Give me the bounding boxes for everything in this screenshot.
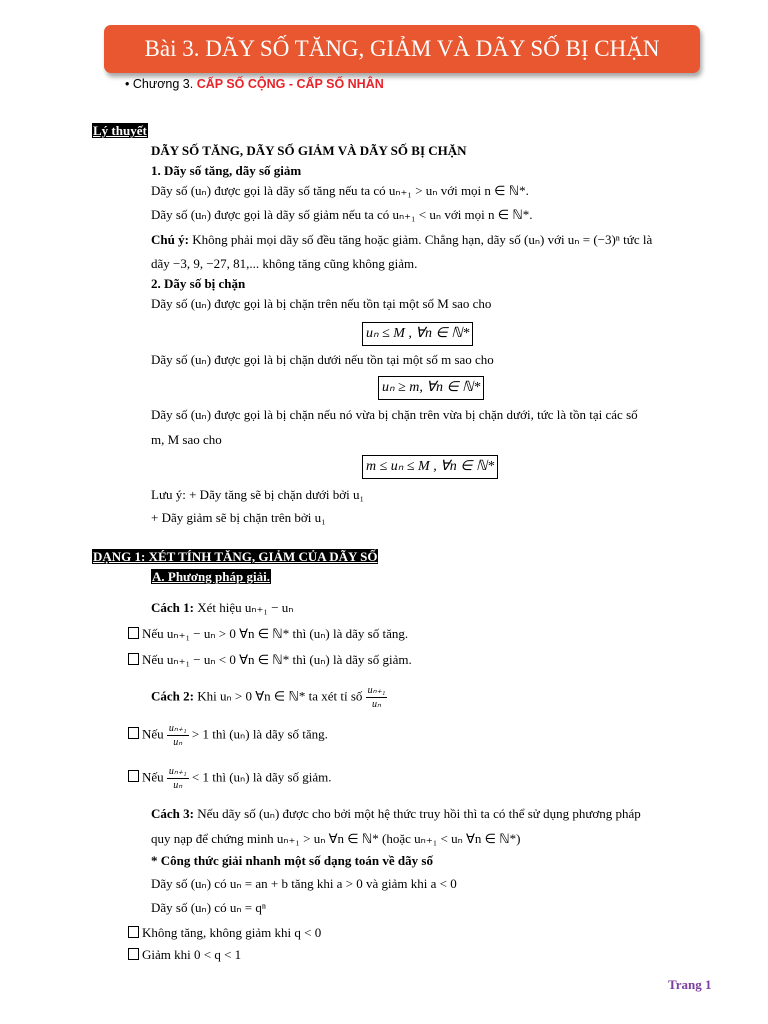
bounded-below-definition: Dãy số (uₙ) được gọi là bị chặn dưới nếu tồn tại một số m sao cho [151, 352, 494, 367]
method3-label: Cách 3: [151, 806, 194, 821]
ratio-fraction: $\frac{\text{uₙ₊₁}}{\text{uₙ}}$ [168, 723, 187, 748]
page-number: Trang 1 [668, 977, 712, 992]
method2-line [151, 684, 387, 711]
remark-decreasing: + Dãy giảm sẽ bị chặn trên bởi u₁ [151, 510, 326, 525]
lesson-title: Bài 3. DÃY SỐ TĂNG, GIẢM VÀ DÃY SỐ BỊ CHẶN [144, 36, 660, 61]
ratio-fraction: $\frac{\text{uₙ₊₁}}{\text{uₙ}}$ [367, 685, 386, 710]
method2-label: Cách 2: [151, 688, 194, 704]
method2-text: Khi uₙ > 0 ∀n ∈ ℕ* ta xét tỉ số [197, 688, 363, 704]
checkbox-bullet-icon [128, 770, 139, 782]
section2-title: 2. Dãy số bị chặn [151, 276, 246, 291]
chapter-label: • Chương 3. [125, 77, 194, 91]
note-line-2: dãy −3, 9, −27, 81,... không tăng cũng không giảm. [151, 256, 418, 271]
note-text-1: Không phải mọi dãy số đều tăng hoặc giảm. Chẳng hạn, dãy số (uₙ) với uₙ = (−3)ⁿ tức là [192, 232, 653, 247]
checkbox-bullet-icon [128, 653, 139, 665]
checkbox-bullet-icon [128, 926, 139, 938]
method3-line-2: quy nạp để chứng minh uₙ₊₁ > uₙ ∀n ∈ ℕ* (hoặc uₙ₊₁ < uₙ ∀n ∈ ℕ*) [151, 831, 521, 846]
note-line-1 [151, 232, 652, 248]
remark-increasing: Lưu ý: + Dãy tăng sẽ bị chặn dưới bởi u₁ [151, 487, 365, 502]
method1-increasing: Nếu uₙ₊₁ − uₙ > 0 ∀n ∈ ℕ* thì (uₙ) là dãy số tăng. [128, 626, 408, 642]
decreasing-definition: Dãy số (uₙ) được gọi là dãy số giảm nếu ta có uₙ₊₁ < uₙ với mọi n ∈ ℕ*. [151, 207, 533, 222]
bounded-definition-1: Dãy số (uₙ) được gọi là bị chặn nếu nó vừa bị chặn trên vừa bị chặn dưới, tức là tồn tại các số [151, 407, 638, 422]
increasing-definition: Dãy số (uₙ) được gọi là dãy số tăng nếu ta có uₙ₊₁ > uₙ với mọi n ∈ ℕ*. [151, 183, 529, 198]
checkbox-bullet-icon [128, 727, 139, 739]
method3-text: Nếu dãy số (uₙ) được cho bởi một hệ thức truy hồi thì ta có thể sử dụng phương pháp [197, 806, 641, 821]
lesson-title-banner [104, 25, 700, 73]
method2-increasing: Nếu $\frac{\text{uₙ₊₁}}{\text{uₙ}}$ > 1 thì (uₙ) là dãy số tăng. [128, 722, 328, 749]
note-label: Chú ý: [151, 232, 189, 247]
bounded-definition-2: m, M sao cho [151, 432, 222, 447]
quick-formula-title: * Công thức giải nhanh một số dạng toán về dãy số [151, 853, 433, 868]
method1-decreasing: Nếu uₙ₊₁ − uₙ < 0 ∀n ∈ ℕ* thì (uₙ) là dãy số giảm. [128, 652, 412, 668]
method-title: A. Phương pháp giải. [152, 569, 270, 584]
quick-formula-decreasing: Giảm khi 0 < q < 1 [128, 947, 241, 963]
method1-label: Cách 1: [151, 600, 194, 615]
checkbox-bullet-icon [128, 948, 139, 960]
form1-title: DẠNG 1: XÉT TÍNH TĂNG, GIẢM CỦA DÃY SỐ [93, 549, 378, 564]
bounded-above-definition: Dãy số (uₙ) được gọi là bị chặn trên nếu tồn tại một số M sao cho [151, 296, 492, 311]
quick-formula-geometric: Dãy số (uₙ) có uₙ = qⁿ [151, 900, 266, 915]
theory-tag: Lý thuyết [93, 123, 147, 138]
quick-formula-neither: Không tăng, không giảm khi q < 0 [128, 925, 321, 941]
method2-decreasing: Nếu $\frac{\text{uₙ₊₁}}{\text{uₙ}}$ < 1 thì (uₙ) là dãy số giảm. [128, 765, 332, 792]
chapter-name: CẤP SỐ CỘNG - CẤP SỐ NHÂN [196, 77, 384, 91]
method1-line [151, 600, 293, 616]
section1-title: 1. Dãy số tăng, dãy số giảm [151, 163, 302, 178]
bounded-below-formula: uₙ ≥ m, ∀n ∈ ℕ* [378, 376, 484, 400]
bounded-formula: m ≤ uₙ ≤ M , ∀n ∈ ℕ* [362, 455, 498, 479]
ratio-fraction: $\frac{\text{uₙ₊₁}}{\text{uₙ}}$ [168, 766, 187, 791]
checkbox-bullet-icon [128, 627, 139, 639]
theory-main-title: DÃY SỐ TĂNG, DÃY SỐ GIẢM VÀ DÃY SỐ BỊ CHẶN [151, 143, 467, 158]
chapter-line [125, 77, 384, 91]
bounded-above-formula: uₙ ≤ M , ∀n ∈ ℕ* [362, 322, 473, 346]
quick-formula-linear: Dãy số (uₙ) có uₙ = an + b tăng khi a > 0 và giảm khi a < 0 [151, 876, 457, 891]
method3-line-1 [151, 806, 641, 822]
method1-text: Xét hiệu uₙ₊₁ − uₙ [197, 600, 294, 615]
